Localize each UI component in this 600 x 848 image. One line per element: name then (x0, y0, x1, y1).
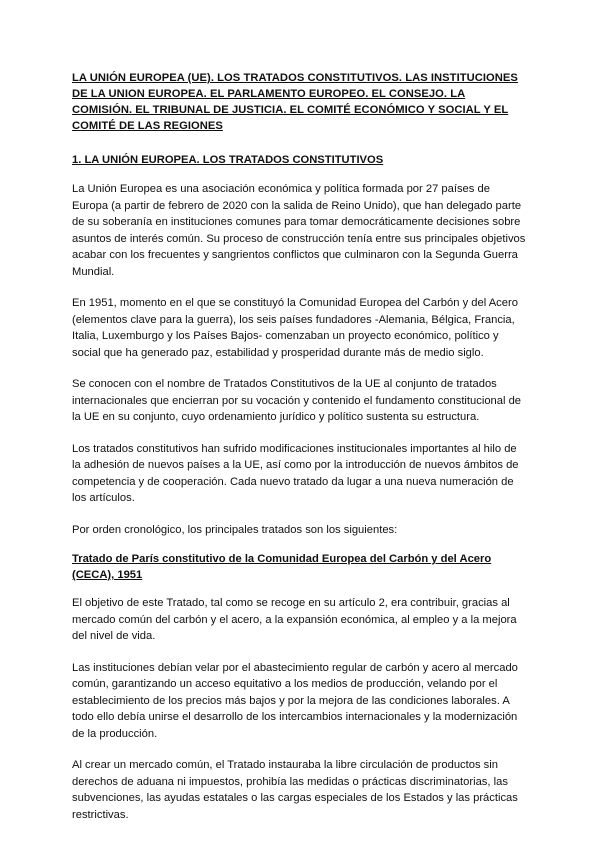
paragraph-treaty-institutions: Las instituciones debían velar por el abastecimiento regular de carbón y acero al mercado común, garantizando un acceso equitativo a los medios de producción, velando por el establecimiento de los precios más bajos y por la mejora de las condiciones laborales. A todo ello debía unirse el desarrollo de los intercambios internacionales y la modernización de la producción. (72, 661, 518, 740)
paragraph-eu-definition: La Unión Europea es una asociación económica y política formada por 27 países de Europa (a partir de febrero de 2020 con la salida de Reino Unido), que han delegado parte de su soberanía en instituciones comunes para tomar democráticamente decisiones sobre asuntos de interés común. Su proceso de construcción tenía entre sus principales objetivos acabar con los frecuentes y sangrientos conflictos que culminaron con la Segunda Guerra Mundial. (72, 183, 526, 278)
paragraph-common-market: Al crear un mercado común, el Tratado instauraba la libre circulación de productos sin derechos de aduana ni impuestos, prohibía las medidas o prácticas discriminatorias, las subvenciones, las ayudas estatales o las cargas especiales de los Estados y las prácticas restrictivas. (72, 759, 518, 821)
paragraph-treaty-objective: El objetivo de este Tratado, tal como se recoge en su artículo 2, era contribuir, gracias al mercado común del carbón y el acero, a la expansión económica, al empleo y a la mejora del nivel de vida. (72, 597, 517, 642)
paragraph-constitutive-treaties: Se conocen con el nombre de Tratados Constitutivos de la UE al conjunto de tratados internacionales que encierran por su vocación y contenido el fundamento constitucional de la UE en su conjunto, cuyo ordenamiento jurídico y político sustenta su estructura. (72, 378, 522, 423)
document-title: LA UNIÓN EUROPEA (UE). LOS TRATADOS CONSTITUTIVOS. LAS INSTITUCIONES DE LA UNION EUROPEA. EL PARLAMENTO EUROPEO. EL CONSEJO. LA COMISIÓN. EL TRIBUNAL DE JUSTICIA. EL COMITÉ ECONÓMICO Y SOCIAL Y EL COMITÉ DE LAS REGIONES (72, 72, 518, 132)
paragraph-treaty-modifications: Los tratados constitutivos han sufrido modificaciones institucionales importantes al hilo de la adhesión de nuevos países a la UE, así como por la introducción de nuevos ámbitos de competencia y de cooperación. Cada nuevo tratado da lugar a una nueva numeración de los artículos. (72, 442, 519, 504)
document-page (72, 70, 528, 838)
treaty-heading-paris: Tratado de París constitutivo de la Comunidad Europea del Carbón y del Acero (CECA), 1951 (72, 553, 492, 581)
paragraph-1951-founding: En 1951, momento en el que se constituyó la Comunidad Europea del Carbón y del Acero (elementos clave para la guerra), los seis países fundadores -Alemania, Bélgica, Francia, Italia, Luxemburgo y los Países Bajos- comenzaban un proyecto económico, político y social que ha generado paz, estabilidad y prosperidad durante más de medio siglo. (72, 297, 518, 359)
section-heading-1: 1. LA UNIÓN EUROPEA. LOS TRATADOS CONSTITUTIVOS (72, 154, 384, 166)
paragraph-chronological-order: Por orden cronológico, los principales tratados son los siguientes: (72, 523, 398, 536)
